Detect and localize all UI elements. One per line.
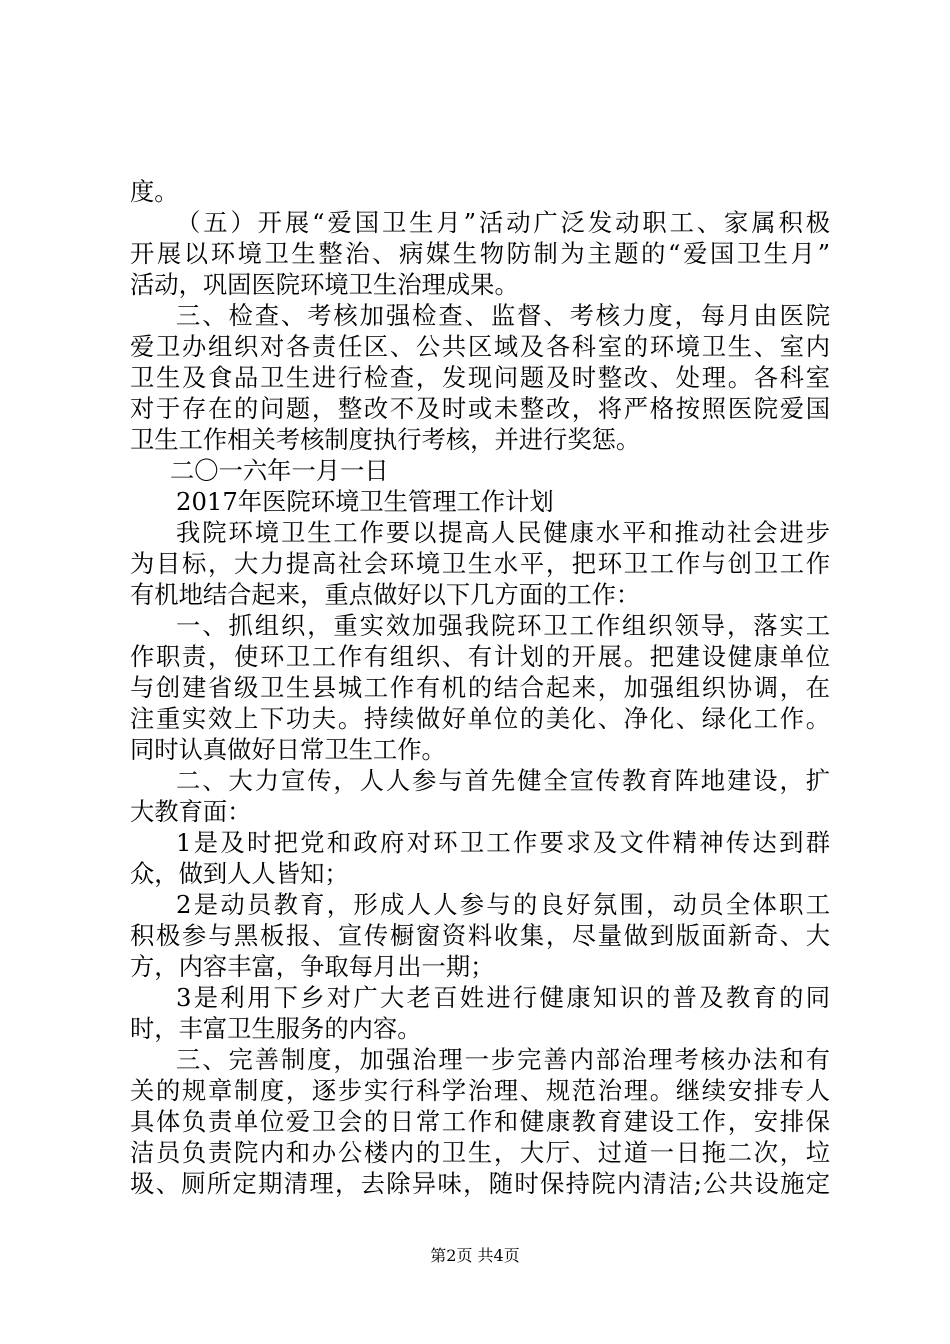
- text-line: 一、抓组织，重实效加强我院环卫工作组织领导，落实工: [176, 611, 830, 640]
- text-line: 三、完善制度，加强治理一步完善内部治理考核办法和有: [176, 1045, 830, 1074]
- text-line: 1是及时把党和政府对环卫工作要求及文件精神传达到群: [176, 828, 830, 857]
- text-line: 爱卫办组织对各责任区、公共区域及各科室的环境卫生、室内: [130, 332, 830, 361]
- text-line: 关的规章制度，逐步实行科学治理、规范治理。继续安排专人: [130, 1076, 830, 1105]
- text-line: 2是动员教育，形成人人参与的良好氛围，动员全体职工: [176, 890, 830, 919]
- text-line: 作职责，使环卫工作有组织、有计划的开展。把建设健康单位: [130, 642, 830, 671]
- date-line: 二〇一六年一月一日: [170, 456, 389, 485]
- text-line: 大教育面：: [130, 797, 252, 826]
- document-body: [130, 176, 830, 1199]
- text-line: 时，丰富卫生服务的内容。: [130, 1014, 422, 1043]
- text-line: 为目标，大力提高社会环境卫生水平，把环卫工作与创卫工作: [130, 549, 830, 578]
- text-line: 圾、厕所定期清理，去除异味，随时保持院内清洁;公共设施定: [130, 1169, 830, 1198]
- text-line: 3是利用下乡对广大老百姓进行健康知识的普及教育的同: [176, 983, 830, 1012]
- text-line: 三、检查、考核加强检查、监督、考核力度，每月由医院: [176, 301, 830, 330]
- section-title: 2017年医院环境卫生管理工作计划: [176, 487, 554, 516]
- text-line: 注重实效上下功夫。持续做好单位的美化、净化、绿化工作。: [130, 704, 830, 733]
- text-line: 卫生工作相关考核制度执行考核，并进行奖惩。: [130, 425, 641, 454]
- text-line: 具体负责单位爱卫会的日常工作和健康教育建设工作，安排保: [130, 1107, 830, 1136]
- text-line: 卫生及食品卫生进行检查，发现问题及时整改、处理。各科室: [130, 363, 830, 392]
- text-line: 我院环境卫生工作要以提高人民健康水平和推动社会进步: [176, 518, 830, 547]
- text-line: 活动，巩固医院环境卫生治理成果。: [130, 270, 519, 299]
- text-line: 同时认真做好日常卫生工作。: [130, 735, 446, 764]
- text-line: 洁员负责院内和办公楼内的卫生，大厅、过道一日拖二次，垃: [130, 1138, 830, 1167]
- text-line: （五）开展“爱国卫生月”活动广泛发动职工、家属积极: [176, 208, 830, 237]
- text-line: 度。: [130, 177, 179, 206]
- text-line: 有机地结合起来，重点做好以下几方面的工作：: [130, 580, 641, 609]
- text-line: 与创建省级卫生县城工作有机的结合起来，加强组织协调，在: [130, 673, 830, 702]
- text-line: 众，做到人人皆知；: [130, 859, 349, 888]
- text-line: 对于存在的问题，整改不及时或未整改，将严格按照医院爱国: [130, 394, 830, 423]
- page-number-footer: 第2页 共4页: [430, 1246, 520, 1265]
- text-line: 积极参与黑板报、宣传橱窗资料收集，尽量做到版面新奇、大: [130, 921, 830, 950]
- text-line: 开展以环境卫生整治、病媒生物防制为主题的“爱国卫生月”: [130, 239, 830, 268]
- text-line: 二、大力宣传，人人参与首先健全宣传教育阵地建设，扩: [176, 766, 830, 795]
- text-line: 方，内容丰富，争取每月出一期；: [130, 952, 495, 981]
